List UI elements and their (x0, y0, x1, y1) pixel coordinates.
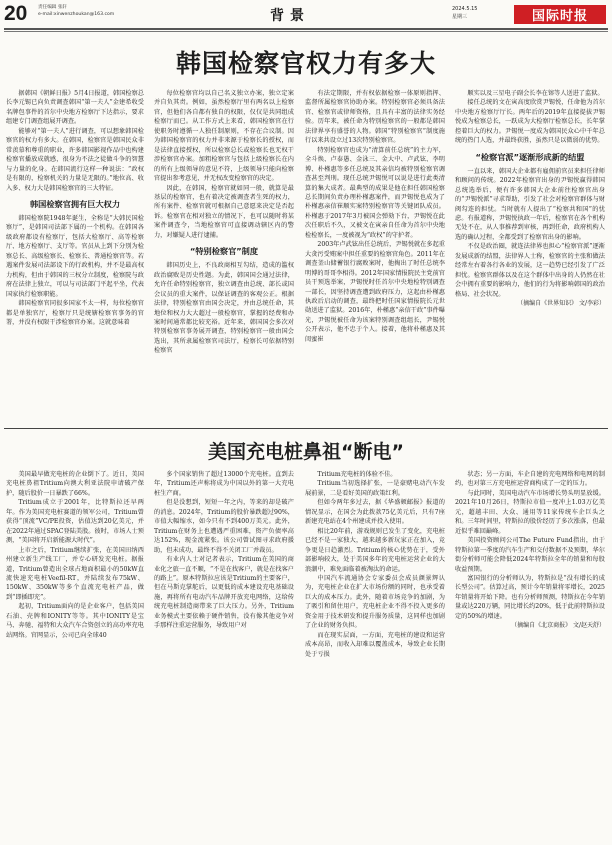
paragraph: 多个国家销售了超过13000个充电桩。直到去年，Tritium还声称将成为中国以外的第一大充电桩生产商。 (154, 471, 294, 497)
paragraph: 能够对“第一夫人”进行调查，可以想象韩国检察官的权力有多大。在韩国，检察官是韩国民众非常羡慕和尊重的职业，许多韩国影视作品中也构建检察官播放成就感，很身为不法之徒做斗争的智慧与力量的化身。在韩国流行这样一种说法：“政权是有限的，检察机关的力量是无限的。”地位高、收入多、权力大是韩国检察官的三大特征。 (6, 127, 144, 192)
paragraph: 据韩国《朝鲜日报》5月4日报道，韩国检察总长李元锡已向负责调查韩国“第一夫人”金建希收受名牌包事件的首尔中央地方检察厅下达指示，要求组建专门调查组展开调查。 (6, 90, 144, 126)
article1-column-2 (154, 89, 294, 425)
issue-date (452, 5, 477, 21)
article1-column-1 (6, 89, 144, 425)
subheading: “检察官派”逐渐形成新的结盟 (475, 151, 585, 162)
article2-column-4 (455, 470, 605, 840)
paragraph: 2003年卢武铉出任总统后，尹锡悦就在多起重大贪污受贿案中担任重要的检察官角色。2011年在调查釜山储蓄银行腐败案时，他掏出了时任总统李明博的哥哥李相得。2012年国家情报院民主党前官员干预选举案，尹锡悦时任首尔中央地检特别调查一部长，因坚持调查遭到政府压力，这起由朴槿惠执政后启动的调查，最终把时任国家情报院长元世勋送进了监狱。2016年，朴槿惠“亲信干政”事件曝光，尹锡悦被任命为该案特别调查组组长，尹锡悦公开表示，他不忠于个人。接着，他将朴槿惠及其闺蜜崔 (305, 241, 445, 343)
paragraph: 但是没想到，短短一年之内，等来的却是破产的消息。2024年，Tritium的股价暴跌超过90%，市值大幅缩水，如今只有不到400万美元。此外，Tritium在财务上也遭遇严重困难，资产负债率高达152%，现金流紧张。该公司曾试图寻求政府援助，但未成功，最终不得不关闭工厂并裁员。 (154, 499, 294, 554)
date-text: 2024.5.15 (452, 6, 478, 12)
article1-column-4 (455, 89, 605, 425)
paragraph: Tritium当初选择扩张，一是豪赌电动汽车发展前景，二是看好美国的政策红利。 (305, 480, 445, 497)
section-title: 背景 (270, 8, 310, 24)
editor-email: e-mail:xinwenzhoukan@163.com (38, 11, 115, 17)
paragraph: 顺实以及三星电子副会长李在镕等人送进了监狱。 (467, 90, 604, 97)
paragraph: 一直以来，韩国大企业都有雇佣前官员来担任律师和顾问的传统。2022年检察官出身的尹锡悦赢得韩国总统选举后，便有许多韩国大企业前往检察官出身的“尹锡悦派”寻求帮助，引发了社会对检察官群体与财阀勾连的担忧。当时就有人提出了“检察共和国”的忧虑。有报道称，尹锡悦执政一年后，检察官在各个机构无处不在，从人事推荐到审核，再到任命，政府机构人选的确认过程，全都受到了检察官出身的影响。 (455, 167, 605, 241)
subheading: “特别检察官”制度 (189, 246, 259, 257)
paragraph: Tritium成立于2001年，比特斯拉还早两年。作为美国充电桩赛道的领军公司，Tritium曾获得“顶流”VC/PE投资，估值达到20亿美元，并在2022年通过SPAC登陆美股。彼时，市场人士预测，“美国将开启新能源大时代”。 (6, 499, 144, 545)
article-divider (4, 428, 608, 429)
article2-headline: 美国充电桩鼻祖“断电” (208, 441, 404, 463)
paragraph: Tritium充电桩的体验不佳。 (317, 471, 397, 478)
paragraph: 韩国检察院1948年诞生，全称是“大韩民国检察厅”，是韩国司法部下属的一个机构。在韩国各级政府都设有检察厅，包括大检察厅、高等检察厅、地方检察厅、支厅等。官员从上到下分别为检察总长、高级检察长、检察长、普通检察官等。若遇案件发展司法部设下的行政机构，并不是最高权力机构，但由于韩国的三权分立制度，检察院与政府在法律上独立，可以与司法部门平起平坐，代表国家执行检察职能。 (6, 214, 144, 298)
subheading: 韩国检察官拥有巨大权力 (29, 198, 121, 209)
paragraph: 韩国检察官同很多国家不太一样，每位检察官都是单独官厅，检察厅只是统辖检察官事务的官署，并没有权限干涉检察官办案。这就意味着 (6, 300, 144, 326)
paragraph: 每位检察官均以自己名义独立办案，独立定案并自负其责。例如，虽然检察厅里有两名以上检察官，但他们各自都有独自的权限，仅仅是共同组成检察厅而已。从工作方式上来看，韩国检察官在行使职务时遵循一人独任制原则，不存在合议制。因为韩国检察官的权力并非来源于检察长的授权，而是法律直接授权，所以检察总长或检察长也无权干涉检察官办案。加粗检察官与包括上级检察长在内的所有上级领导的意见不符，上级领导只能向检察官提出参考意见，并无权改变检察官的决定。 (154, 90, 294, 183)
paragraph: 而在现实层面，一方面，充电桩的建设和运营成本高昂，而收入却难以覆盖成本，导致企业长期处于亏损 (305, 631, 445, 658)
page-number: 20 (4, 2, 28, 25)
article2-column-3 (305, 470, 445, 840)
header-rule-thin (4, 31, 608, 32)
article1-byline: （摘编自《世界知识》 文/李彩） (517, 300, 605, 308)
article1-headline: 韩国检察官权力有多大 (175, 49, 436, 78)
paragraph: 与此同时，美国电动汽车市场增长势头明显放缓。2021年10月26日，特斯拉市值一度冲上1.03万亿美元，超越丰田、大众、通用等11家传统车企巨头之和。三年时间里，特斯拉的股价经历了多次涨落，但最近似乎难回巅峰。 (455, 489, 605, 535)
paragraph: 中国汽车流通协会专家委员会成员颜景辉认为，充电桩企业在扩大市场份额的同时，也承受着巨大的成本压力。此外，随着市场竞争的加剧，为了吸引和留住用户，充电桩企业不得不投入更多的资金用于技术研发和提升服务质量，这同样也加剧了企业的财务负担。 (305, 574, 445, 630)
paragraph: 因此，在韩国，检察官就如同一般，就算是最基层的检察官，也有着决定被调查者生死的权力，所有案件、检察官就可根据自己意愿来决定是否起诉。检察官在相对独立的情况下，也可以随时将某案件调查令，当地检察官可直接调动辖区内的警力，对嫌疑人进行逮捕。 (154, 184, 294, 239)
paragraph: 美国投资顾问公司The Future Fund指出，由于特斯拉第一季度的汽车生产和交付数据不及预期，华尔街分析师可能会降低2024年特斯拉全年的销量和每股收益预期。 (455, 537, 605, 573)
paragraph: 有法定期限，并有权依据检察一体原则指挥、监督所属检察官协助办案。特别检察官必须具备法官、检察官或律师资格，且具有丰富的法律实务经验。历年来，被任命为特别检察官的一般都是韩国法律界享有盛誉的人物。韩国“特别检察官”制度施行以来共设立过13次特别检察官。 (305, 90, 445, 145)
article1-column-3 (305, 89, 445, 425)
page-header (0, 0, 612, 34)
paragraph: 但如今两年多过去，据《华盛顿邮报》报道的情况显示，在国会为此拨款75亿美元后，只有7座新建充电站在4个州建成并投入使用。 (305, 499, 445, 526)
paragraph: 韩国历史上，不良政商相互勾结，造成的滥权政治腐败是历史性题。为此，韩国国会通过法律，允许任命特别检察官，独立调查由总统、部长或国会议员的重大案件，以保证调查的客观公正。根据法律，特别检察官由国会决定，并由总统任命，其地位和权力大大超过一般检察官，掌握的经费和办案时间通常都比较充裕。近年来，韩国国会多次对特别检察官事务展开调查，特别检察官一般由国会选出，其所隶属检察官司法厅，检察长可依据特别检察官 (154, 262, 294, 355)
editor-info (38, 5, 114, 18)
paragraph: 美国最早做充电桩的企业倒下了。近日，美国充电桩鼻祖Tritium向澳大利亚法院申请破产保护，随后股价一日暴跌了66%。 (6, 471, 144, 497)
paragraph: 相比20年前，游戏规则已发生了变化，充电桩已经不是一家独大，越来越多新玩家正在加入，竞争更是日趋激烈。Tritium的核心优势在于，受外部影响较大，处于美国多年的充电桩运营企业的大浪潮中，难免面临着被淘汰的命运。 (305, 527, 445, 573)
article2-column-1 (6, 470, 144, 840)
paragraph: 有业内人士对记者表示，Tritium在美国的商业化之旅一直不顺，“不是在找客户，就是在找客户的路上”。原本特斯拉应该是Tritium的主要客户，但在马斯克掌舵后，以更低的成本建设充电基础设施，再将所有电动汽车品牌开放充电网络，这给传统充电桩制造商带来了巨大压力。另外，Tritium业务模式主要依赖于硬件销售，没有像其他竞争对手那样注重运营服务，导致用户对 (154, 556, 294, 630)
newspaper-logo: 国际时报 (514, 5, 606, 24)
weekday-text: 星期三 (452, 14, 468, 20)
editor-name: 责任编辑 张轩 (38, 5, 68, 10)
article2-byline: （摘编自《北京商报》 文/赵天舒） (511, 622, 605, 630)
paragraph: 状态；另一方面，车企自建的充电网络和电网的制约，也对第三方充电桩运营商构成了一定的压力。 (455, 471, 605, 488)
paragraph: 不仅是政治圈，就连法律界也担心“检察官派”逐渐发展成新的结盟，法律界人士称，检察官的主张和做法经常左右着各行各业的发展，这一趋势已经引发了广泛担忧。检察官群体以及在这个群体中出身的人仍然在社会中拥有重要的影响力，他们的行为将影响韩国的政治格局、社会状况。 (455, 243, 605, 298)
paragraph: 起初，Tritium面向的是企业客户，包括美国石油、壳牌和IONITY等等。其中IONITY是宝马、奔驰、福特和大众汽车合资创立的高功率充电站网络。官网显示，公司已向全球40 (6, 603, 144, 639)
header-rule (4, 28, 608, 30)
paragraph: 接任总统的文在寅高度欣赏尹锡悦，任命他为首尔中央地方检察厅厅长。两年后的2019年直接提拔尹锡悦成为检察总长，一跃成为大检察厅检察总长，长年掌控着巨大的权力。尹锡悦一度成为韩国民众心中千年总统的热门人选，并最终获胜，虽然只是以微弱的优势。 (455, 99, 605, 145)
article2-column-2 (154, 470, 294, 840)
paragraph: 富国银行的分析师认为，特斯拉是“没有增长的成长型公司”。估算过高，预计今年销量将零增长，2025年销量将开始下降。也有分析师预测，特斯拉在今年销量或达220万辆，同比增长约20%，低于此前特斯拉设定的50%的增速。 (455, 574, 605, 620)
paragraph: 特别检察官也成为“清算前任总统”的主力军，全斗焕、卢泰愚、金泳三、金大中、卢武铉、李明博、朴槿惠等多任总统及其亲信均被特别检察官调查甚至判刑。现任总统尹锡悦可以说是进行此类清算的集大成者。最典型的成果是他在担任韩国检察总长期间负责办理朴槿惠案件，而尹锡悦也成为了朴槿惠亲信崔顺实案特别检察官等关键团队成员。朴槿惠于2017年3月被国会弹劾下台，尹锡悦在此次任职后不久，又被文在寅亲自任命为首尔中央地检检察长，一度被视为“政权”的守护者。 (305, 146, 445, 239)
paragraph: 上市之后，Tritium继续扩张，在美国田纳西州建立新生产线工厂，并专心研发充电桩。据报道，Tritium曾造出全球占地面积最小的50kW直流快速充电桩Veefil-RT，并陆续发布75kW、150kW、350kW等多个直流充电桩产品，做到“即插即充”。 (6, 546, 144, 601)
